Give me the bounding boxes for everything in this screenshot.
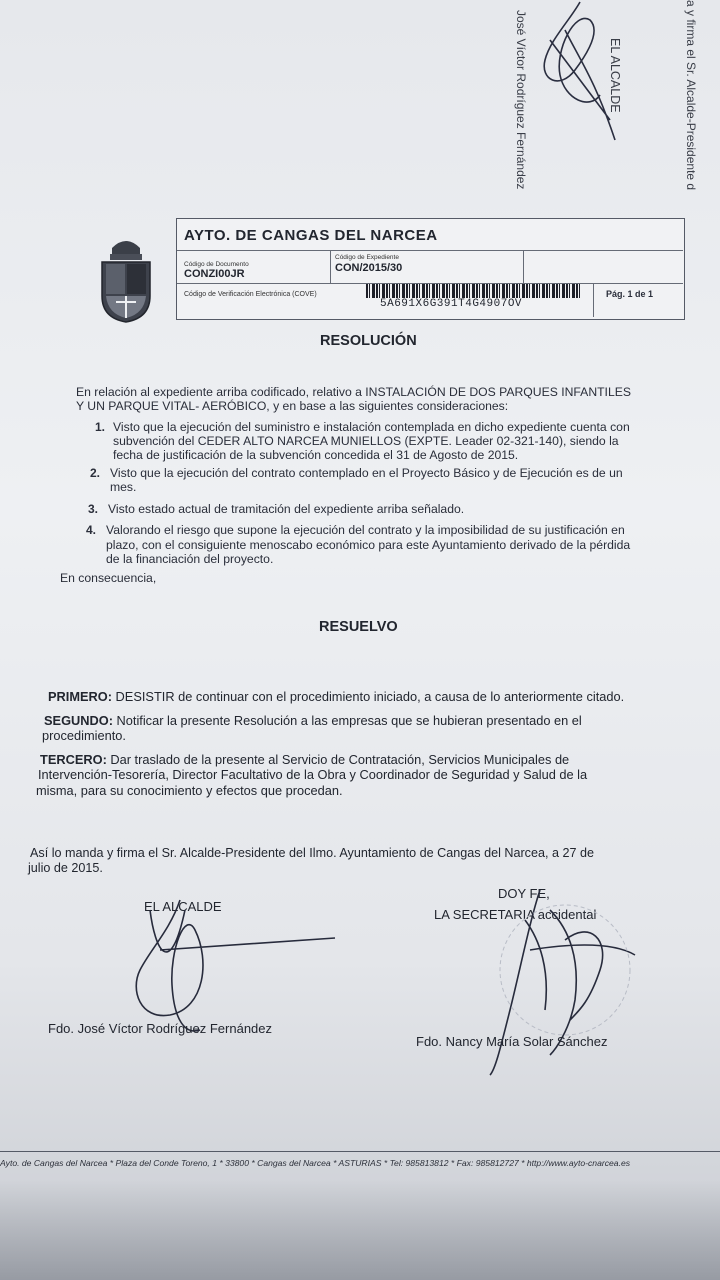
intro-line-1: En relación al expediente arriba codificado, relativo a INSTALACIÓN DE DOS PARQUES INFANTILES [76,385,631,399]
footer-rule [0,1151,720,1152]
resolucion-heading: RESOLUCIÓN [320,333,417,349]
page-shadow [0,1180,720,1280]
tercero-label: TERCERO: [40,752,107,767]
mayor-signed-name: Fdo. José Víctor Rodríguez Fernández [48,1021,273,1036]
segundo-text-2: procedimiento. [42,728,126,743]
coat-of-arms-logo [96,234,156,324]
resolution-segundo [44,713,582,729]
doc-code-label: Código de Documento [184,261,249,268]
doc-code-value: CONZI00JR [184,268,245,280]
secretary-doy-fe: DOY FE, [498,886,550,901]
mayor-signature [110,890,350,1040]
resuelvo-heading: RESUELVO [319,619,398,635]
consideration-number: 2. [90,466,101,480]
intro-line-2: Y UN PARQUE VITAL- AERÓBICO, y en base a las siguientes consideraciones: [76,399,509,413]
rotated-mayor-name: José Víctor Rodríguez Fernández [514,10,528,190]
consideration-4-line-2: plazo, con el consiguiente menoscabo económico para este Ayuntamiento derivado de la pérdida [106,538,631,552]
tercero-text-1: Dar traslado de la presente al Servicio de Contratación, Servicios Municipales de [106,752,570,767]
segundo-label: SEGUNDO: [44,713,113,728]
cove-label: Código de Verificación Electrónica (COVE) [184,291,317,298]
secretary-title: LA SECRETARIA accidental [434,907,597,922]
consideration-number: 3. [88,502,99,516]
tercero-text-3: misma, para su conocimiento y efectos que procedan. [36,783,343,798]
consideration-4-line-1: Valorando el riesgo que supone la ejecución del contrato y la imposibilidad de su justificación en [106,523,625,537]
consideration-2-line-2: mes. [110,480,137,494]
consideration-1-line-2: subvención del CEDER ALTO NARCEA MUNIELLOS (EXPTE. Leader 02-321-140), siendo la [113,434,619,448]
municipality-title: AYTO. DE CANGAS DEL NARCEA [184,227,438,244]
footer-address: Ayto. de Cangas del Narcea * Plaza del Conde Toreno, 1 * 33800 * Cangas del Narcea * ASTURIAS * Tel: 985813812 * Fax: 985812727 * http://www.ayto-cnarcea.es [0,1158,631,1168]
page-number: Pág. 1 de 1 [606,289,654,299]
consideration-4-line-3: de la financiación del proyecto. [106,552,274,566]
mayor-title: EL ALCALDE [144,899,222,914]
consequence-text: En consecuencia, [60,571,157,585]
consideration-2-line-1: Visto que la ejecución del contrato contemplado en el Proyecto Básico y de Ejecución es de un [110,466,623,480]
exp-code-value: CON/2015/30 [335,262,403,274]
resolution-primero [48,689,624,705]
consideration-number: 4. [86,523,97,537]
segundo-text-1: Notificar la presente Resolución a las empresas que se hubieran presentado en el [112,713,582,728]
consideration-3-line-1: Visto estado actual de tramitación del expediente arriba señalado. [108,502,465,516]
cove-code: 5A691X6G391T4G4907OV [380,298,523,310]
consideration-1-line-3: fecha de justificación de la subvención concedida el 31 de Agosto de 2015. [113,448,519,462]
cove-barcode [366,284,580,298]
resolution-tercero [40,752,569,768]
primero-label: PRIMERO: [48,689,112,704]
closing-line-1: Así lo manda y firma el Sr. Alcalde-Presidente del Ilmo. Ayuntamiento de Cangas del Narcea, a 27 de [30,846,594,860]
primero-text: DESISTIR de continuar con el procedimiento iniciado, a causa de lo anteriormente citado. [112,689,625,704]
rotated-mayor-title: EL ALCALDE [608,38,622,113]
tercero-text-2: Intervención-Tesorería, Director Facultativo de la Obra y Coordinador de Seguridad y Salud de la [38,767,588,782]
exp-code-label: Código de Expediente [335,254,399,261]
rotated-closing-fragment: a y firma el Sr. Alcalde-Presidente d [684,0,698,191]
consideration-number: 1. [95,420,106,434]
top-signature [520,0,620,150]
consideration-1-line-1: Visto que la ejecución del suministro e instalación contemplada en dicho expediente cuenta con [113,420,630,434]
closing-line-2: julio de 2015. [28,861,103,875]
secretary-signature [470,880,650,1080]
secretary-signed-name: Fdo. Nancy María Solar Sánchez [416,1034,608,1049]
